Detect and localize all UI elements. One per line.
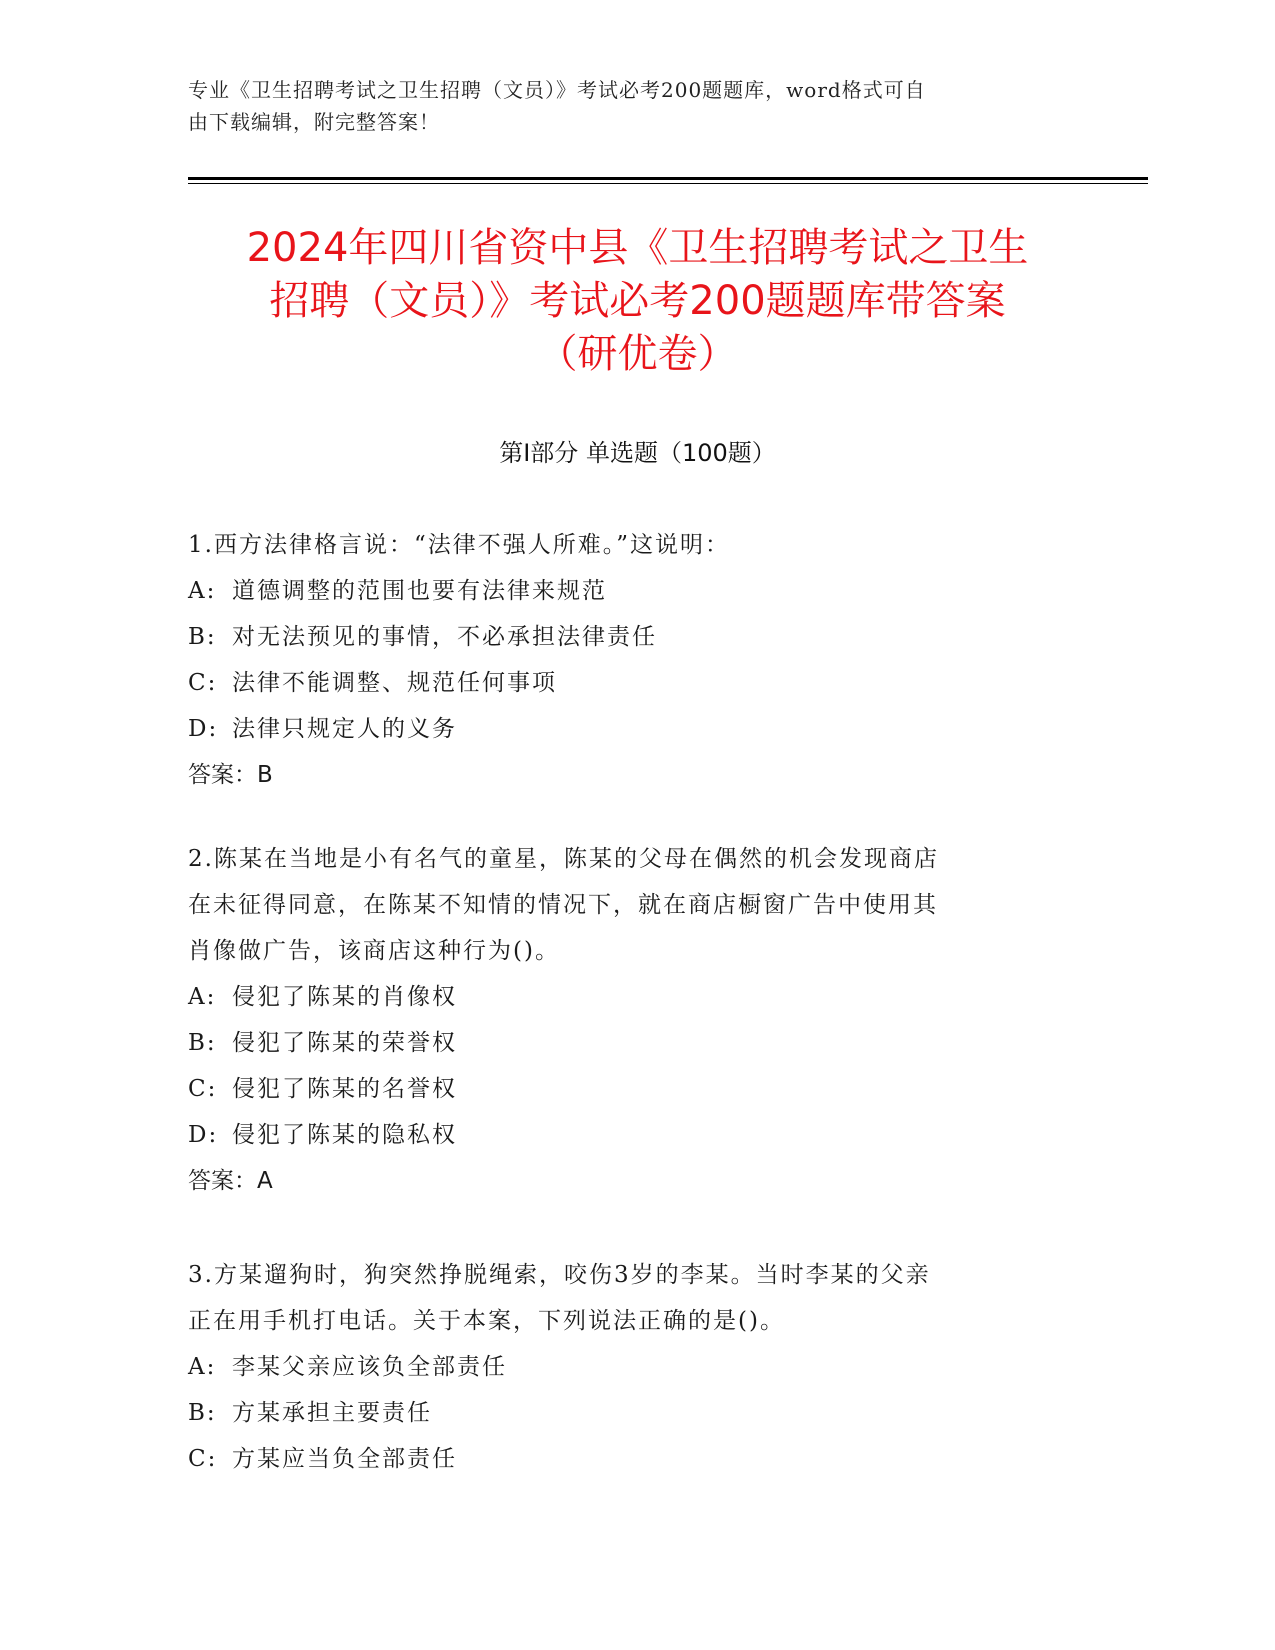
option-key: D:: [188, 716, 219, 742]
option-key: C:: [188, 670, 218, 696]
option-b: [188, 1390, 1068, 1436]
option-text: 法律只规定人的义务: [232, 716, 457, 742]
option-c: [188, 1436, 1068, 1482]
title-line-2: 招聘（文员）》考试必考200题题库带答案: [269, 278, 1006, 324]
option-key: B:: [188, 1030, 217, 1056]
question-stem: 1.西方法律格言说：“法律不强人所难。”这说明：: [188, 532, 730, 558]
document-title: [150, 222, 1125, 381]
option-b: [188, 1020, 1068, 1066]
header-note: [188, 74, 1088, 138]
option-d: [188, 1112, 1068, 1158]
answer-line: 答案：B: [188, 762, 273, 788]
option-key: A:: [188, 578, 217, 604]
title-line-3: （研优卷）: [537, 331, 738, 377]
option-key: A:: [188, 1354, 217, 1380]
option-text: 方某应当负全部责任: [232, 1446, 457, 1472]
option-c: [188, 1066, 1068, 1112]
question-1: [188, 522, 1068, 798]
option-text: 道德调整的范围也要有法律来规范: [232, 578, 607, 604]
title-line-1: 2024年四川省资中县《卫生招聘考试之卫生: [246, 225, 1029, 271]
option-key: D:: [188, 1122, 219, 1148]
option-text: 方某承担主要责任: [232, 1400, 432, 1426]
option-d: [188, 706, 1068, 752]
question-stem-line: 3.方某遛狗时，狗突然挣脱绳索，咬伤3岁的李某。当时李某的父亲: [188, 1262, 931, 1288]
option-text: 侵犯了陈某的荣誉权: [232, 1030, 457, 1056]
option-text: 法律不能调整、规范任何事项: [232, 670, 557, 696]
option-c: [188, 660, 1068, 706]
question-stem-line: 在未征得同意，在陈某不知情的情况下，就在商店橱窗广告中使用其: [188, 892, 938, 918]
question-2: [188, 836, 1068, 1204]
option-key: B:: [188, 624, 217, 650]
question-stem-line: 正在用手机打电话。关于本案，下列说法正确的是()。: [188, 1308, 785, 1334]
question-stem-line: 2.陈某在当地是小有名气的童星，陈某的父母在偶然的机会发现商店: [188, 846, 939, 872]
option-key: A:: [188, 984, 217, 1010]
header-rule-thick: [188, 177, 1148, 180]
option-text: 对无法预见的事情，不必承担法律责任: [232, 624, 657, 650]
option-a: [188, 568, 1068, 614]
option-key: C:: [188, 1446, 218, 1472]
option-a: [188, 1344, 1068, 1390]
question-3: [188, 1252, 1068, 1482]
header-note-line-1: 专业《卫生招聘考试之卫生招聘（文员）》考试必考200题题库，word格式可自: [188, 78, 926, 102]
option-key: B:: [188, 1400, 217, 1426]
option-text: 侵犯了陈某的隐私权: [232, 1122, 457, 1148]
option-a: [188, 974, 1068, 1020]
header-rule-thin: [188, 183, 1148, 184]
option-text: 侵犯了陈某的肖像权: [232, 984, 457, 1010]
option-text: 李某父亲应该负全部责任: [232, 1354, 507, 1380]
option-key: C:: [188, 1076, 218, 1102]
option-b: [188, 614, 1068, 660]
section-heading: 第Ⅰ部分 单选题（100题）: [499, 439, 776, 467]
option-text: 侵犯了陈某的名誉权: [232, 1076, 457, 1102]
question-stem-line: 肖像做广告，该商店这种行为()。: [188, 938, 560, 964]
answer-line: 答案：A: [188, 1168, 273, 1194]
header-note-line-2: 由下载编辑，附完整答案！: [188, 110, 440, 134]
